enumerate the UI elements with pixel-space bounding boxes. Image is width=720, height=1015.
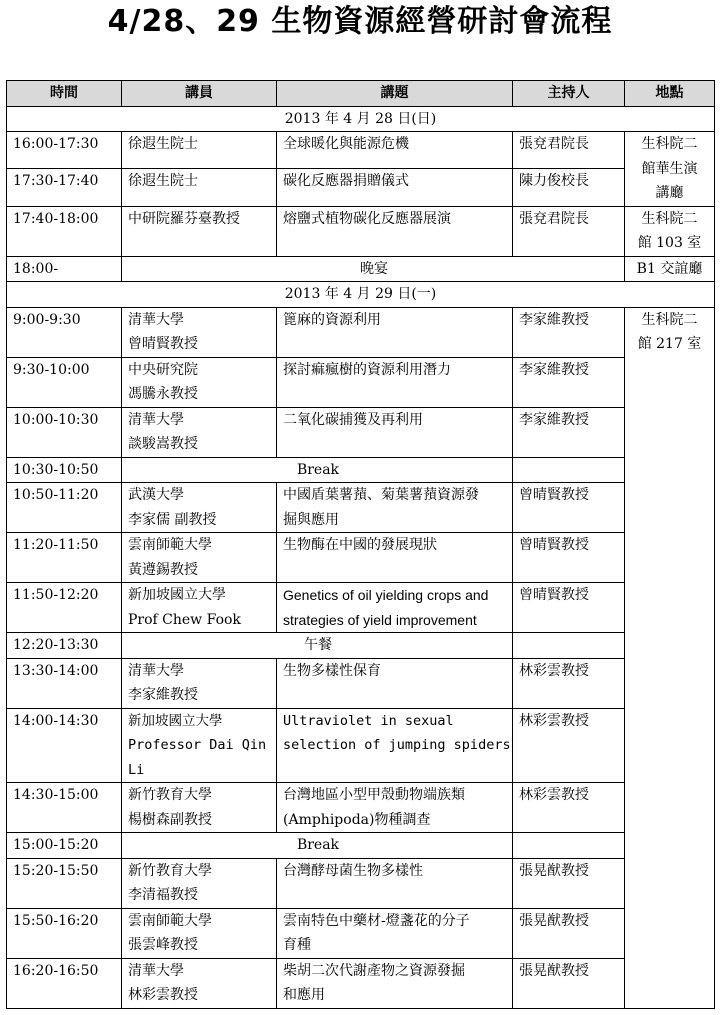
table-row xyxy=(7,658,715,708)
table-row xyxy=(7,132,715,169)
cell-line: 李家維教授 xyxy=(128,687,198,703)
date-cell: 2013 年 4 月 29 日(一) xyxy=(7,282,715,308)
cell-line: 探討痲瘋樹的資源利用潛力 xyxy=(283,361,451,378)
topic-cell xyxy=(277,169,513,206)
topic-cell xyxy=(277,483,513,533)
break-row xyxy=(7,633,715,659)
time-cell: 15:50-16:20 xyxy=(7,908,122,958)
break-cell: Break xyxy=(122,457,513,483)
cell-line: 徐遐生院士 xyxy=(128,136,198,152)
cell-line: 熔鹽式植物碳化反應器展演 xyxy=(283,210,451,227)
cell-line: 雲南師範大學 xyxy=(128,912,212,929)
page-title: 4/28、29 生物資源經營研討會流程 xyxy=(107,4,613,39)
place-cell xyxy=(625,132,715,207)
cell-line: 新竹教育大學 xyxy=(128,787,212,803)
cell-line: 曾晴賢教授 xyxy=(128,336,198,352)
table-row xyxy=(7,169,715,206)
host-cell: 張兗君院長 xyxy=(513,132,625,169)
schedule-body xyxy=(7,106,715,1008)
break-cell: 午餐 xyxy=(122,633,513,659)
time-cell: 10:50-11:20 xyxy=(7,483,122,533)
time-cell: 17:30-17:40 xyxy=(7,169,122,206)
host-cell: 張晃猷教授 xyxy=(513,958,625,1008)
cell-line: 徐遐生院士 xyxy=(128,173,198,190)
date-row xyxy=(7,106,715,132)
host-cell: 張晃猷教授 xyxy=(513,908,625,958)
time-cell: 10:30-10:50 xyxy=(7,457,122,483)
cell-line: 中國盾葉薯蕷、菊葉薯蕷資源發 xyxy=(283,487,479,503)
cell-line: 生物酶在中國的發展現狀 xyxy=(283,537,437,553)
date-cell: 2013 年 4 月 28 日(日) xyxy=(7,106,715,132)
cell-line: 柴胡二次代謝產物之資源發掘 xyxy=(283,962,465,979)
topic-cell xyxy=(277,858,513,908)
speaker-cell xyxy=(122,958,277,1008)
speaker-cell xyxy=(122,307,277,357)
speaker-cell xyxy=(122,708,277,783)
speaker-cell xyxy=(122,533,277,583)
cell-line: 生物多樣性保育 xyxy=(283,662,381,679)
topic-cell xyxy=(277,583,513,633)
speaker-cell xyxy=(122,908,277,958)
table-row xyxy=(7,583,715,633)
cell-line: 台灣酵母菌生物多樣性 xyxy=(283,862,423,879)
table-row xyxy=(7,908,715,958)
cell-line: 中研院羅芬臺教授 xyxy=(128,210,240,227)
cell-line: 館華生演 xyxy=(641,160,698,177)
host-cell: 李家維教授 xyxy=(513,357,625,407)
speaker-cell xyxy=(122,206,277,256)
time-cell: 14:30-15:00 xyxy=(7,783,122,833)
cell-line: 清華大學 xyxy=(128,962,184,979)
dinner-row xyxy=(7,256,715,282)
cell-line: 生科院二 xyxy=(641,210,698,227)
cell-line: 雲南師範大學 xyxy=(128,537,212,553)
table-row xyxy=(7,407,715,457)
time-cell: 9:30-10:00 xyxy=(7,357,122,407)
header-time: 時間 xyxy=(7,81,122,107)
topic-cell xyxy=(277,708,513,783)
place-cell: B1 交誼廳 xyxy=(625,256,715,282)
speaker-cell xyxy=(122,583,277,633)
speaker-cell xyxy=(122,407,277,457)
cell-line: 生科院二 xyxy=(641,311,698,328)
time-cell: 15:20-15:50 xyxy=(7,858,122,908)
time-cell: 18:00- xyxy=(7,256,122,282)
host-cell xyxy=(513,833,625,859)
cell-line: 台灣地區小型甲殼動物端族類 xyxy=(283,787,465,803)
topic-cell xyxy=(277,533,513,583)
cell-line: 清華大學 xyxy=(128,311,184,328)
topic-cell xyxy=(277,407,513,457)
time-cell: 16:20-16:50 xyxy=(7,958,122,1008)
cell-line: 李家儒 副教授 xyxy=(128,511,217,528)
cell-line: (Amphipoda)物種調查 xyxy=(283,811,431,828)
cell-line: Ultraviolet in sexual xyxy=(283,712,454,729)
time-cell: 12:20-13:30 xyxy=(7,633,122,659)
time-cell: 11:50-12:20 xyxy=(7,583,122,633)
time-cell: 16:00-17:30 xyxy=(7,132,122,169)
cell-line: 館 103 室 xyxy=(637,235,702,251)
break-row xyxy=(7,457,715,483)
cell-line: 講廳 xyxy=(655,185,684,201)
speaker-cell xyxy=(122,483,277,533)
time-cell: 15:00-15:20 xyxy=(7,833,122,859)
table-row xyxy=(7,307,715,357)
break-cell: Break xyxy=(122,833,513,859)
place-cell xyxy=(625,307,715,1008)
speaker-cell xyxy=(122,357,277,407)
table-row xyxy=(7,533,715,583)
time-cell: 11:20-11:50 xyxy=(7,533,122,583)
schedule-table xyxy=(6,80,715,1009)
time-cell: 9:00-9:30 xyxy=(7,307,122,357)
host-cell: 張兗君院長 xyxy=(513,206,625,256)
host-cell: 林彩雲教授 xyxy=(513,783,625,833)
cell-line: 林彩雲教授 xyxy=(128,987,198,1003)
cell-line: 館 217 室 xyxy=(637,336,702,352)
cell-line: 新加坡國立大學 xyxy=(128,712,223,729)
break-row xyxy=(7,833,715,859)
host-cell: 張晃猷教授 xyxy=(513,858,625,908)
table-row xyxy=(7,958,715,1008)
host-cell: 林彩雲教授 xyxy=(513,708,625,783)
cell-line: 生科院二 xyxy=(641,136,698,152)
header-topic: 講題 xyxy=(277,81,513,107)
host-cell: 李家維教授 xyxy=(513,407,625,457)
speaker-cell xyxy=(122,169,277,206)
cell-line: 新竹教育大學 xyxy=(128,862,212,879)
cell-line: 篦麻的資源利用 xyxy=(283,311,381,328)
cell-line: 武漢大學 xyxy=(128,487,184,503)
header-row xyxy=(7,81,715,107)
topic-cell xyxy=(277,908,513,958)
cell-line: 黃遵錫教授 xyxy=(128,561,198,578)
cell-line: 馮騰永教授 xyxy=(128,386,198,402)
cell-line: 談駿嵩教授 xyxy=(128,436,198,452)
date-row xyxy=(7,282,715,308)
speaker-cell xyxy=(122,658,277,708)
cell-line: Prof Chew Fook xyxy=(128,611,241,628)
host-cell: 李家維教授 xyxy=(513,307,625,357)
speaker-cell xyxy=(122,783,277,833)
topic-cell xyxy=(277,783,513,833)
cell-line: 楊樹森副教授 xyxy=(128,811,212,828)
host-cell xyxy=(513,633,625,659)
cell-line: 清華大學 xyxy=(128,411,184,428)
table-row xyxy=(7,206,715,256)
cell-line: Professor Dai Qin xyxy=(128,737,267,753)
host-cell xyxy=(513,457,625,483)
speaker-cell xyxy=(122,858,277,908)
cell-line: 李清福教授 xyxy=(128,887,198,903)
host-cell: 曾晴賢教授 xyxy=(513,533,625,583)
host-cell: 曾晴賢教授 xyxy=(513,583,625,633)
cell-line: Genetics of oil yielding crops and xyxy=(283,587,489,603)
place-cell xyxy=(625,206,715,256)
cell-line: 全球暖化與能源危機 xyxy=(283,136,409,152)
cell-line: 和應用 xyxy=(283,987,325,1003)
topic-cell xyxy=(277,658,513,708)
table-row xyxy=(7,483,715,533)
cell-line: 雲南特色中藥材-燈盞花的分子 xyxy=(283,912,470,929)
cell-line: 掘與應用 xyxy=(283,511,339,528)
cell-line: 育種 xyxy=(283,937,311,953)
cell-line: strategies of yield improvement xyxy=(283,611,477,628)
table-row xyxy=(7,858,715,908)
cell-line: 碳化反應器捐贈儀式 xyxy=(283,173,409,190)
time-cell: 17:40-18:00 xyxy=(7,206,122,256)
table-row xyxy=(7,357,715,407)
host-cell: 林彩雲教授 xyxy=(513,658,625,708)
dinner-cell: 晚宴 xyxy=(122,256,625,282)
cell-line: 新加坡國立大學 xyxy=(128,587,226,603)
topic-cell xyxy=(277,958,513,1008)
cell-line: Li xyxy=(128,761,145,778)
cell-line: 張雲峰教授 xyxy=(128,937,198,953)
table-row xyxy=(7,708,715,783)
header-host: 主持人 xyxy=(513,81,625,107)
host-cell: 曾晴賢教授 xyxy=(513,483,625,533)
speaker-cell xyxy=(122,132,277,169)
topic-cell xyxy=(277,132,513,169)
cell-line: 清華大學 xyxy=(128,662,184,679)
cell-line: 中央研究院 xyxy=(128,361,198,378)
cell-line: selection of jumping spiders xyxy=(283,737,511,753)
host-cell: 陳力俊校長 xyxy=(513,169,625,206)
table-row xyxy=(7,783,715,833)
time-cell: 14:00-14:30 xyxy=(7,708,122,783)
topic-cell xyxy=(277,307,513,357)
header-speaker: 講員 xyxy=(122,81,277,107)
header-place: 地點 xyxy=(625,81,715,107)
topic-cell xyxy=(277,206,513,256)
time-cell: 10:00-10:30 xyxy=(7,407,122,457)
cell-line: 二氧化碳捕獲及再利用 xyxy=(283,411,423,428)
time-cell: 13:30-14:00 xyxy=(7,658,122,708)
topic-cell xyxy=(277,357,513,407)
